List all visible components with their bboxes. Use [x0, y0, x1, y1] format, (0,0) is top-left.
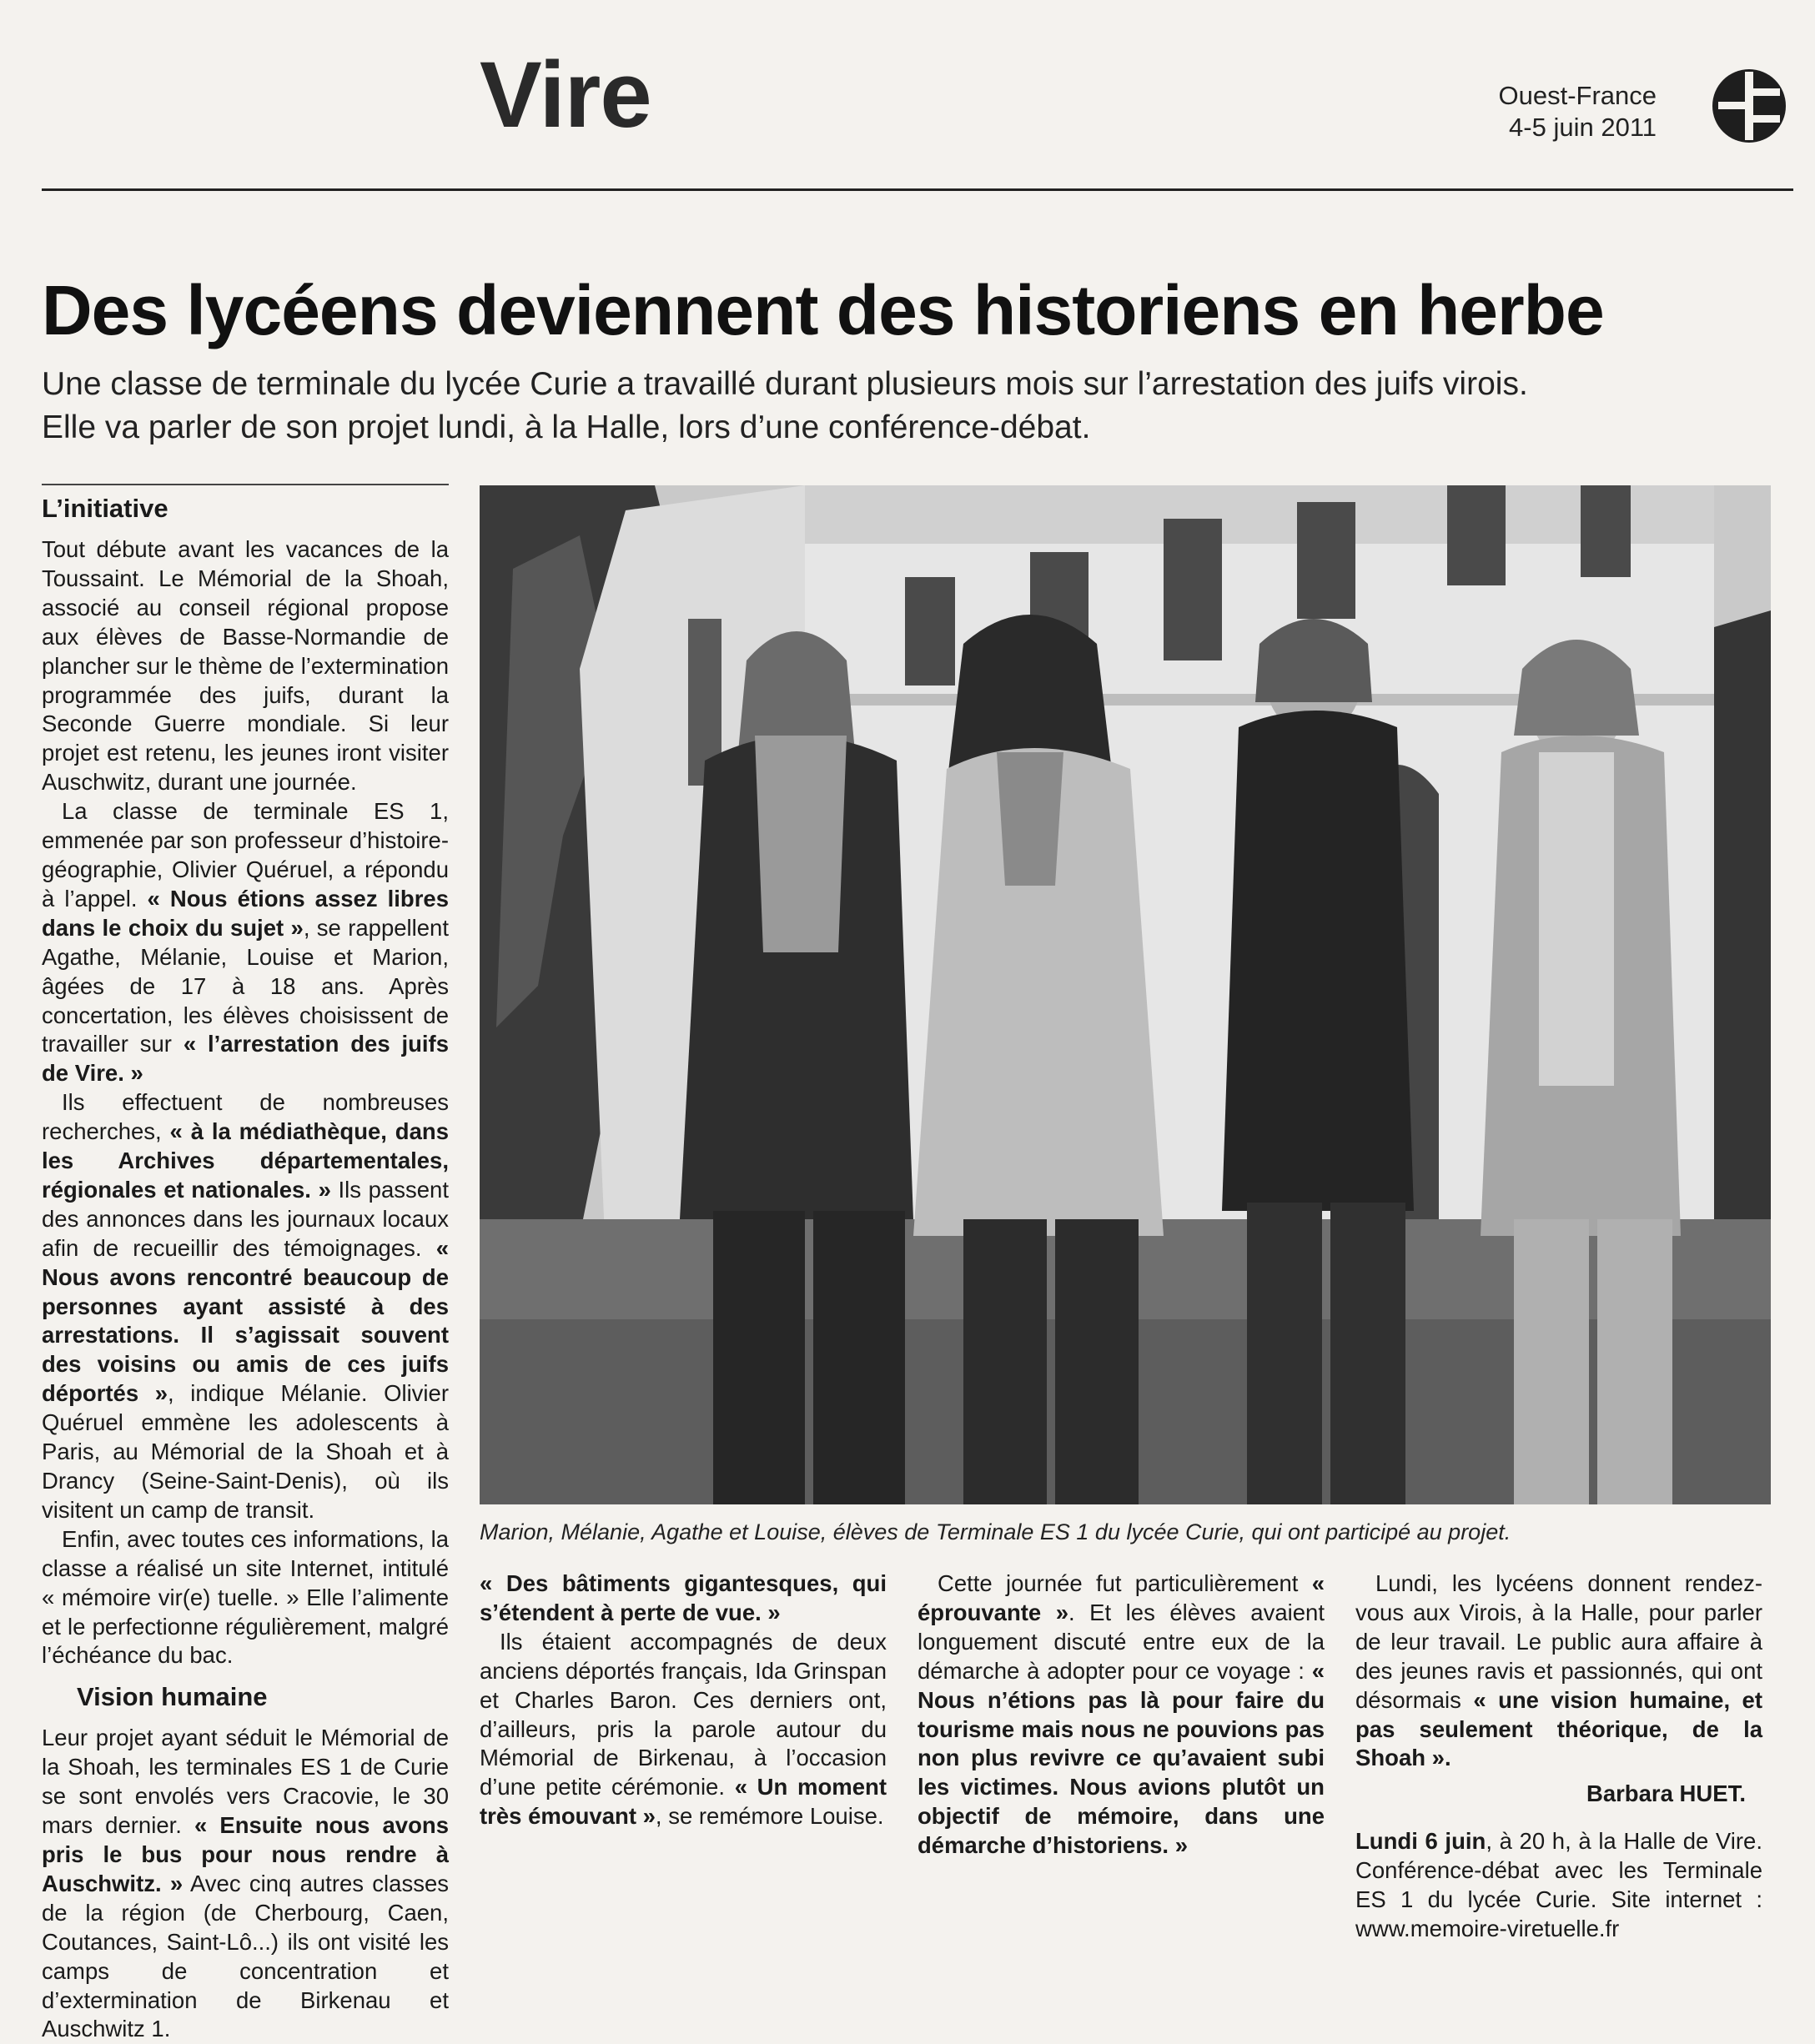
article-column-1 — [42, 535, 449, 2044]
paragraph-6: Ils étaient accompagnés de deux anciens déportés français, Ida Grinspan et Charles Baron. Ces derniers ont, d’ailleurs, pris la parole autour du Mémorial de Birkenau, à l’occasion d’une petite cérémonie. « Un moment très émouvant », se remémore Louise. — [480, 1628, 887, 1830]
header-rule — [42, 188, 1793, 191]
paragraph-8: Lundi, les lycéens donnent rendez-vous aux Virois, à la Halle, pour parler de leur travail. Le public aura affaire à des jeunes ravis et passionnés, qui ont désormais « une vision humaine, et pas seulement théorique, de la Shoah ». — [1355, 1570, 1762, 1771]
kicker-rule — [42, 484, 449, 485]
ouest-france-logo-icon — [1712, 68, 1787, 143]
deck-line-1: Une classe de terminale du lycée Curie a travaillé durant plusieurs mois sur l’arrestation des juifs virois. — [42, 366, 1528, 402]
paragraph-7: Cette journée fut particulièrement « éprouvante ». Et les élèves avaient longuement discuté entre eux de la démarche à adopter pour ce voyage : « Nous n’étions pas là pour faire du tourisme mais nous ne pouvions pas non plus revivre ce qu’avaient subi les victimes. Nous avions plutôt un objectif de mémoire, dans une démarche d’historiens. » — [918, 1570, 1325, 1859]
author-byline: Barbara HUET. — [1586, 1780, 1746, 1807]
article-column-4 — [1355, 1569, 1762, 1944]
paragraph-2: La classe de terminale ES 1, emmenée par son professeur d’histoire-géographie, Olivier Quéruel, a répondu à l’appel. « Nous étions assez libres dans le choix du sujet », se rappellent Agathe, Mélanie, Louise et Marion, âgées de 17 à 18 ans. Après concertation, les élèves choisissent de travailler sur « l’arrestation des juifs de Vire. » — [42, 798, 450, 1087]
article-column-3 — [918, 1569, 1325, 1861]
photo-caption: Marion, Mélanie, Agathe et Louise, élèves de Terminale ES 1 du lycée Curie, qui ont participé au projet. — [480, 1519, 1511, 1544]
article-subhead: Vision humaine — [77, 1682, 268, 1712]
paragraph-3: Ils effectuent de nombreuses recherches, « à la médiathèque, dans les Archives départementales, régionales et nationales. » Ils passent des annonces dans les journaux locaux afin de recueillir des témoignages. « Nous avons rencontré beaucoup de personnes ayant assisté à des arrestations. Il s’agissait souvent des voisins ou amis de ces juifs déportés », indique Mélanie. Olivier Quéruel emmène les adolescents à Paris, au Mémorial de la Shoah et à Drancy (Seine-Saint-Denis), où ils visitent un camp de transit. — [42, 1089, 449, 1523]
publication-name: Ouest-France — [1498, 81, 1657, 110]
article-kicker: L’initiative — [42, 494, 168, 523]
article-column-2 — [480, 1569, 887, 1831]
article-photo — [480, 485, 1771, 1504]
deck-line-2: Elle va parler de son projet lundi, à la Halle, lors d’une conférence-débat. — [42, 409, 1091, 445]
paragraph-1: Tout débute avant les vacances de la Toussaint. Le Mémorial de la Shoah, associé au conseil régional propose aux élèves de Basse-Normandie de plancher sur le thème de l’extermination programmée des juifs, durant la Seconde Guerre mondiale. Si leur projet est retenu, les jeunes iront visiter Auschwitz, durant une journée. — [42, 536, 449, 796]
paragraph-5-continued: Avec cinq autres classes de la région (de Cherbourg, Caen, Coutances, Saint-Lô...) ils ont visité les camps de concentration et d’extermination de Birkenau et Auschwitz 1. — [42, 1870, 450, 2042]
paragraph-5-end: « Des bâtiments gigantesques, qui s’étendent à perte de vue. » — [480, 1570, 887, 1625]
section-title: Vire — [480, 43, 651, 147]
article-deck — [42, 363, 1793, 449]
event-notice: Lundi 6 juin, à 20 h, à la Halle de Vire. Conférence-débat avec les Terminale ES 1 du lycée Curie. Site internet : www.memoire-viretuelle.fr — [1355, 1828, 1762, 1941]
publication-date: 4-5 juin 2011 — [1509, 113, 1657, 142]
publication-info — [1498, 80, 1657, 143]
paragraph-4: Enfin, avec toutes ces informations, la classe a réalisé un site Internet, intitulé « mémoire vir(e) tuelle. » Elle l’alimente et le perfectionne régulièrement, malgré l’échéance du bac. — [42, 1525, 449, 1669]
paragraph-5: Leur projet ayant séduit le Mémorial de la Shoah, les terminales ES 1 de Curie se sont envolés vers Cracovie, le 30 mars dernier. « Ensuite nous avons pris le bus pour nous rendre à Auschwitz. » Avec cinq autres classes de la région (de Cherbourg, Caen, Coutances, Saint-Lô...) ils ont visité les camps de concentration et d’extermination de Birkenau et Auschwitz 1. — [42, 1725, 450, 2042]
photo-students-in-front-of-building — [480, 485, 1771, 1504]
article-headline: Des lycéens deviennent des historiens en herbe — [42, 271, 1604, 349]
